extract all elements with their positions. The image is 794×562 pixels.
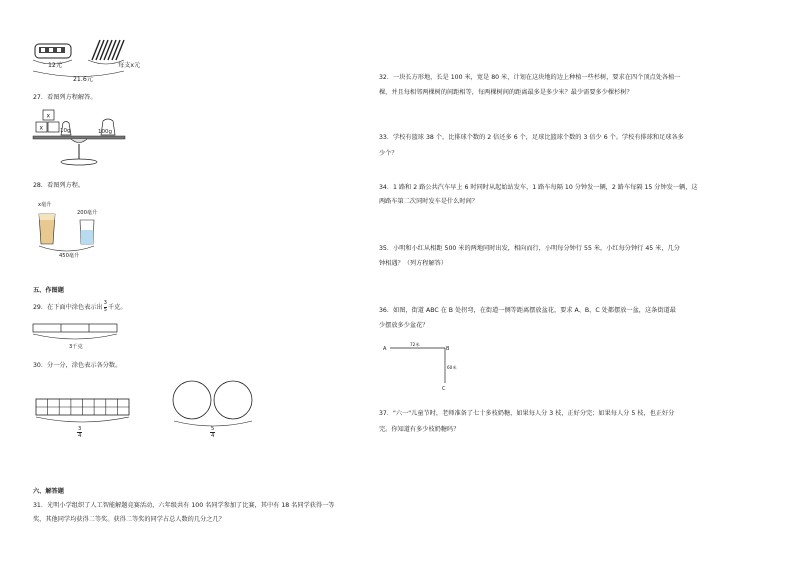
question-36-line-1: 36．如图，街道 ABC 在 B 处拐弯，在街道一侧等距离摆放盆花，要求 A、B、C 处都摆放一盆，这条街道最 <box>379 307 676 314</box>
section-5-heading: 五、作图题 <box>33 287 64 294</box>
question-27: 27．看图列方程解答。 <box>33 94 97 101</box>
question-30: 30．分一分，涂色表示各分数。 <box>33 362 122 369</box>
question-34-line-1: 34．1 路和 2 路公共汽车早上 6 时同时从起始站发车，1 路车每隔 10 分钟发一辆，2 路车每隔 15 分钟发一辆，这 <box>379 184 698 191</box>
circle-1 <box>173 381 211 419</box>
milk-volume-label: x毫升 <box>38 202 52 208</box>
box-x-label-1: x <box>46 112 51 120</box>
question-31-line-1: 31．光明小学组织了人工智能解题竞赛活动，六年级共有 100 名同学参加了比赛，其中有 18 名同学获得一等 <box>33 502 335 509</box>
weight-10g: 10g <box>60 128 71 134</box>
question-37-line-1: 37．"六一"儿童节时，老师准备了七十多枝奶糖，如果每人分 3 枝，正好分完；如果每人分 5 枝，也正好分 <box>379 410 675 417</box>
pencils-icon <box>92 40 124 60</box>
question-29: 29．在下面中涂色表示出 $\frac{3}{5}$ 千克。 <box>33 300 127 313</box>
segment-ab-label: 72米 <box>410 342 420 347</box>
total-price: 21.6元 <box>73 76 93 83</box>
question-35-line-1: 35．小明和小红从相距 500 米的两地同时出发，相向而行，小明每分钟行 55 米，小红每分钟行 45 米，几分 <box>379 245 680 252</box>
circle-2 <box>214 381 252 419</box>
segment-bc-label: 60米 <box>447 365 457 370</box>
point-b-label: B <box>446 346 450 352</box>
question-34-line-2: 两路车第二次同时发车是什么时间？ <box>379 198 478 205</box>
question-35-line-2: 钟相遇？（列方程解答） <box>379 260 448 267</box>
question-36-line-2: 少摆放多少盆花？ <box>379 322 429 329</box>
question-28: 28．看图列方程。 <box>33 182 85 189</box>
question-33-line-2: 少个？ <box>379 150 398 157</box>
fraction-3-5-denominator: 5 <box>103 306 107 313</box>
pencil-box-price: 12元 <box>48 62 63 69</box>
balance-scale-figure <box>33 108 133 174</box>
question-32-line-2: 棵，并且每相邻两棵树的间距相等，每两棵树间的距离最多是多少米？最少需要多少棵杉树？ <box>379 89 633 96</box>
question-33-line-1: 33．学校有篮球 38 个，比排球个数的 2 倍还多 6 个，足球比篮球个数的 3 倍少 6 个。学校有排球和足球各多 <box>379 134 684 141</box>
question-31-line-2: 奖，其他同学均获得二等奖。获得二等奖的同学占总人数的几分之几？ <box>33 516 225 523</box>
milk-cup-icon <box>39 214 55 244</box>
grid-brace <box>36 417 132 427</box>
fraction-3-5-numerator: 3 <box>103 300 107 306</box>
fraction-3-4: 3 4 <box>78 426 82 439</box>
street-abc-diagram <box>383 340 463 390</box>
question-32-line-1: 32．一块长方形地，长是 100 米，宽是 80 米，计划在这块地的边上种植一些杉树，要求在四个顶点处各植一 <box>379 74 681 81</box>
water-cup-icon <box>80 220 94 244</box>
point-c-label: C <box>442 386 446 392</box>
water-volume-label: 200毫升 <box>77 210 98 216</box>
weight-100g: 100g <box>98 129 112 135</box>
question-37-line-2: 完。你知道有多少枝奶糖吗？ <box>379 426 460 433</box>
pencil-unit-price: 每支x元 <box>118 62 141 69</box>
total-volume-label: 450毫升 <box>59 253 80 259</box>
two-circles-figure <box>172 380 258 428</box>
bar-label-3kg: 3千克 <box>69 344 83 350</box>
point-a-label: A <box>383 346 387 352</box>
fraction-5-4: 5 4 <box>211 426 215 439</box>
box-x-label-2: x <box>39 124 44 132</box>
section-6-heading: 六、解答题 <box>33 488 64 495</box>
